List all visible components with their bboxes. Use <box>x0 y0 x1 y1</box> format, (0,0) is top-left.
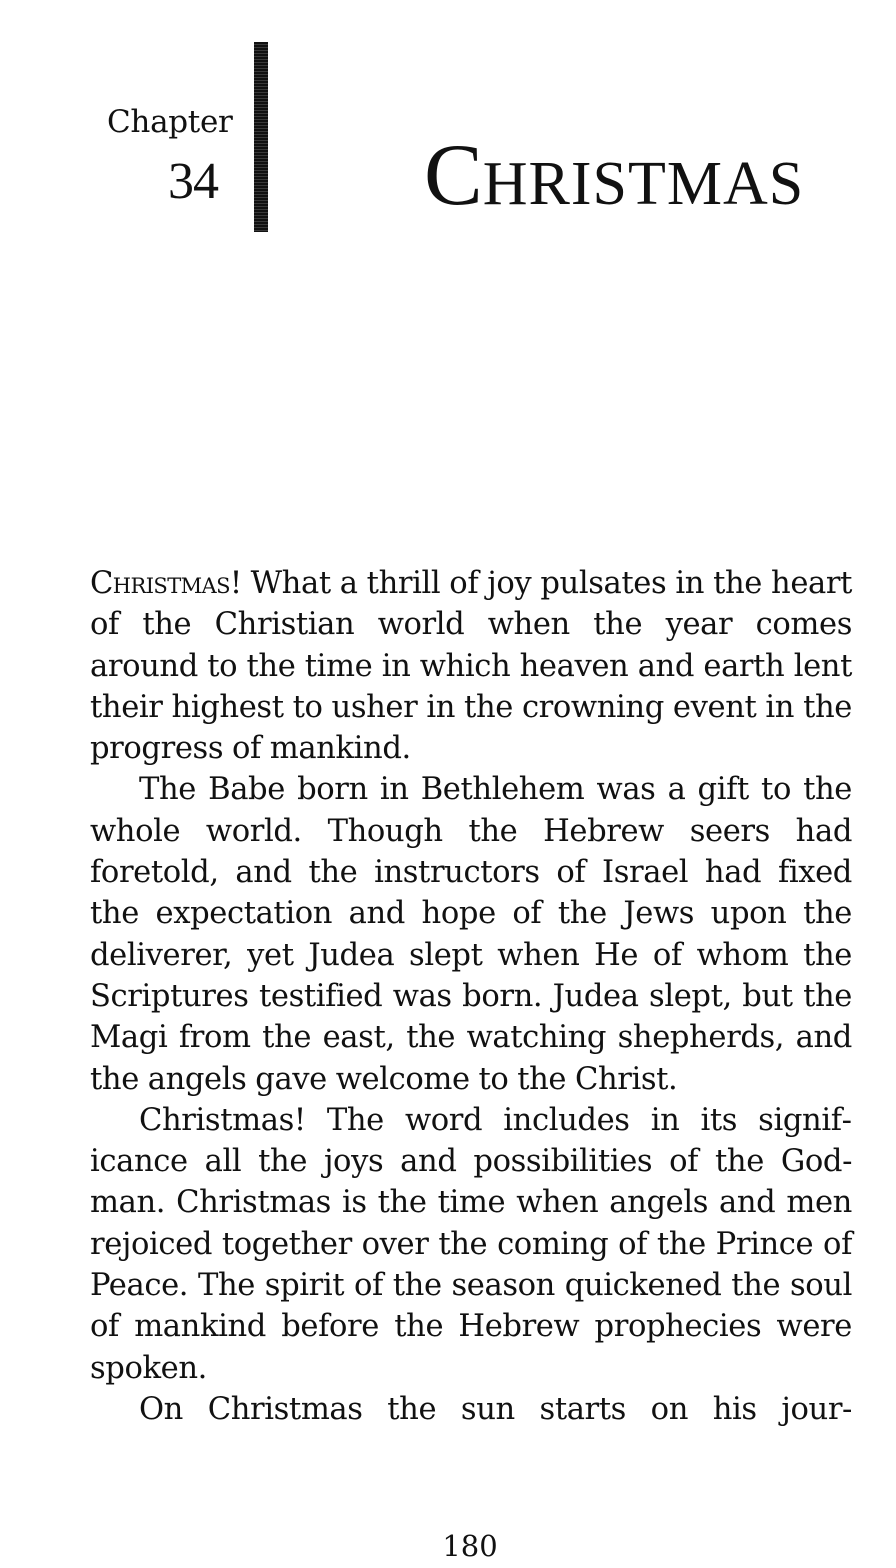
paragraph-3: Christmas! The word includes in its significance all the joys and possibilities of the God-man. Christmas is the time when angels and men rejoiced together over the coming of the Prince of Peace. The spirit of the season quickened the soul of mankind before the Hebrew prophecies were spoken. <box>90 1102 852 1386</box>
paragraph-1-text: What a thrill of joy pulsates in the heart of the Christian world when the year comes around to the time in which heaven and earth lent their highest to usher in the crowning event in the progress of mankind. <box>90 566 852 767</box>
chapter-title <box>424 126 864 243</box>
paragraph-1 <box>90 563 852 769</box>
chapter-rule <box>254 42 268 232</box>
chapter-title-initial: C <box>424 127 483 224</box>
paragraph-4: On Christmas the sun starts on his jour- <box>139 1391 852 1427</box>
paragraph-2: The Babe born in Bethlehem was a gift to the whole world. Though the Hebrew seers had foretold, and the instructors of Israel had fixed the expectation and hope of the Jews upon the deliverer, yet Judea slept when He of whom the Scriptures testified was born. Judea slept, but the Magi from the east, the watching shepherds, and the angels gave welcome to the Christ. <box>90 772 852 1097</box>
body-text <box>90 563 852 1430</box>
opening-word: Christmas! <box>90 566 242 601</box>
page-number: 180 <box>442 1529 498 1563</box>
chapter-label: Chapter <box>107 104 233 140</box>
chapter-number: 34 <box>168 153 218 210</box>
chapter-title-rest: HRISTMAS <box>482 150 805 218</box>
